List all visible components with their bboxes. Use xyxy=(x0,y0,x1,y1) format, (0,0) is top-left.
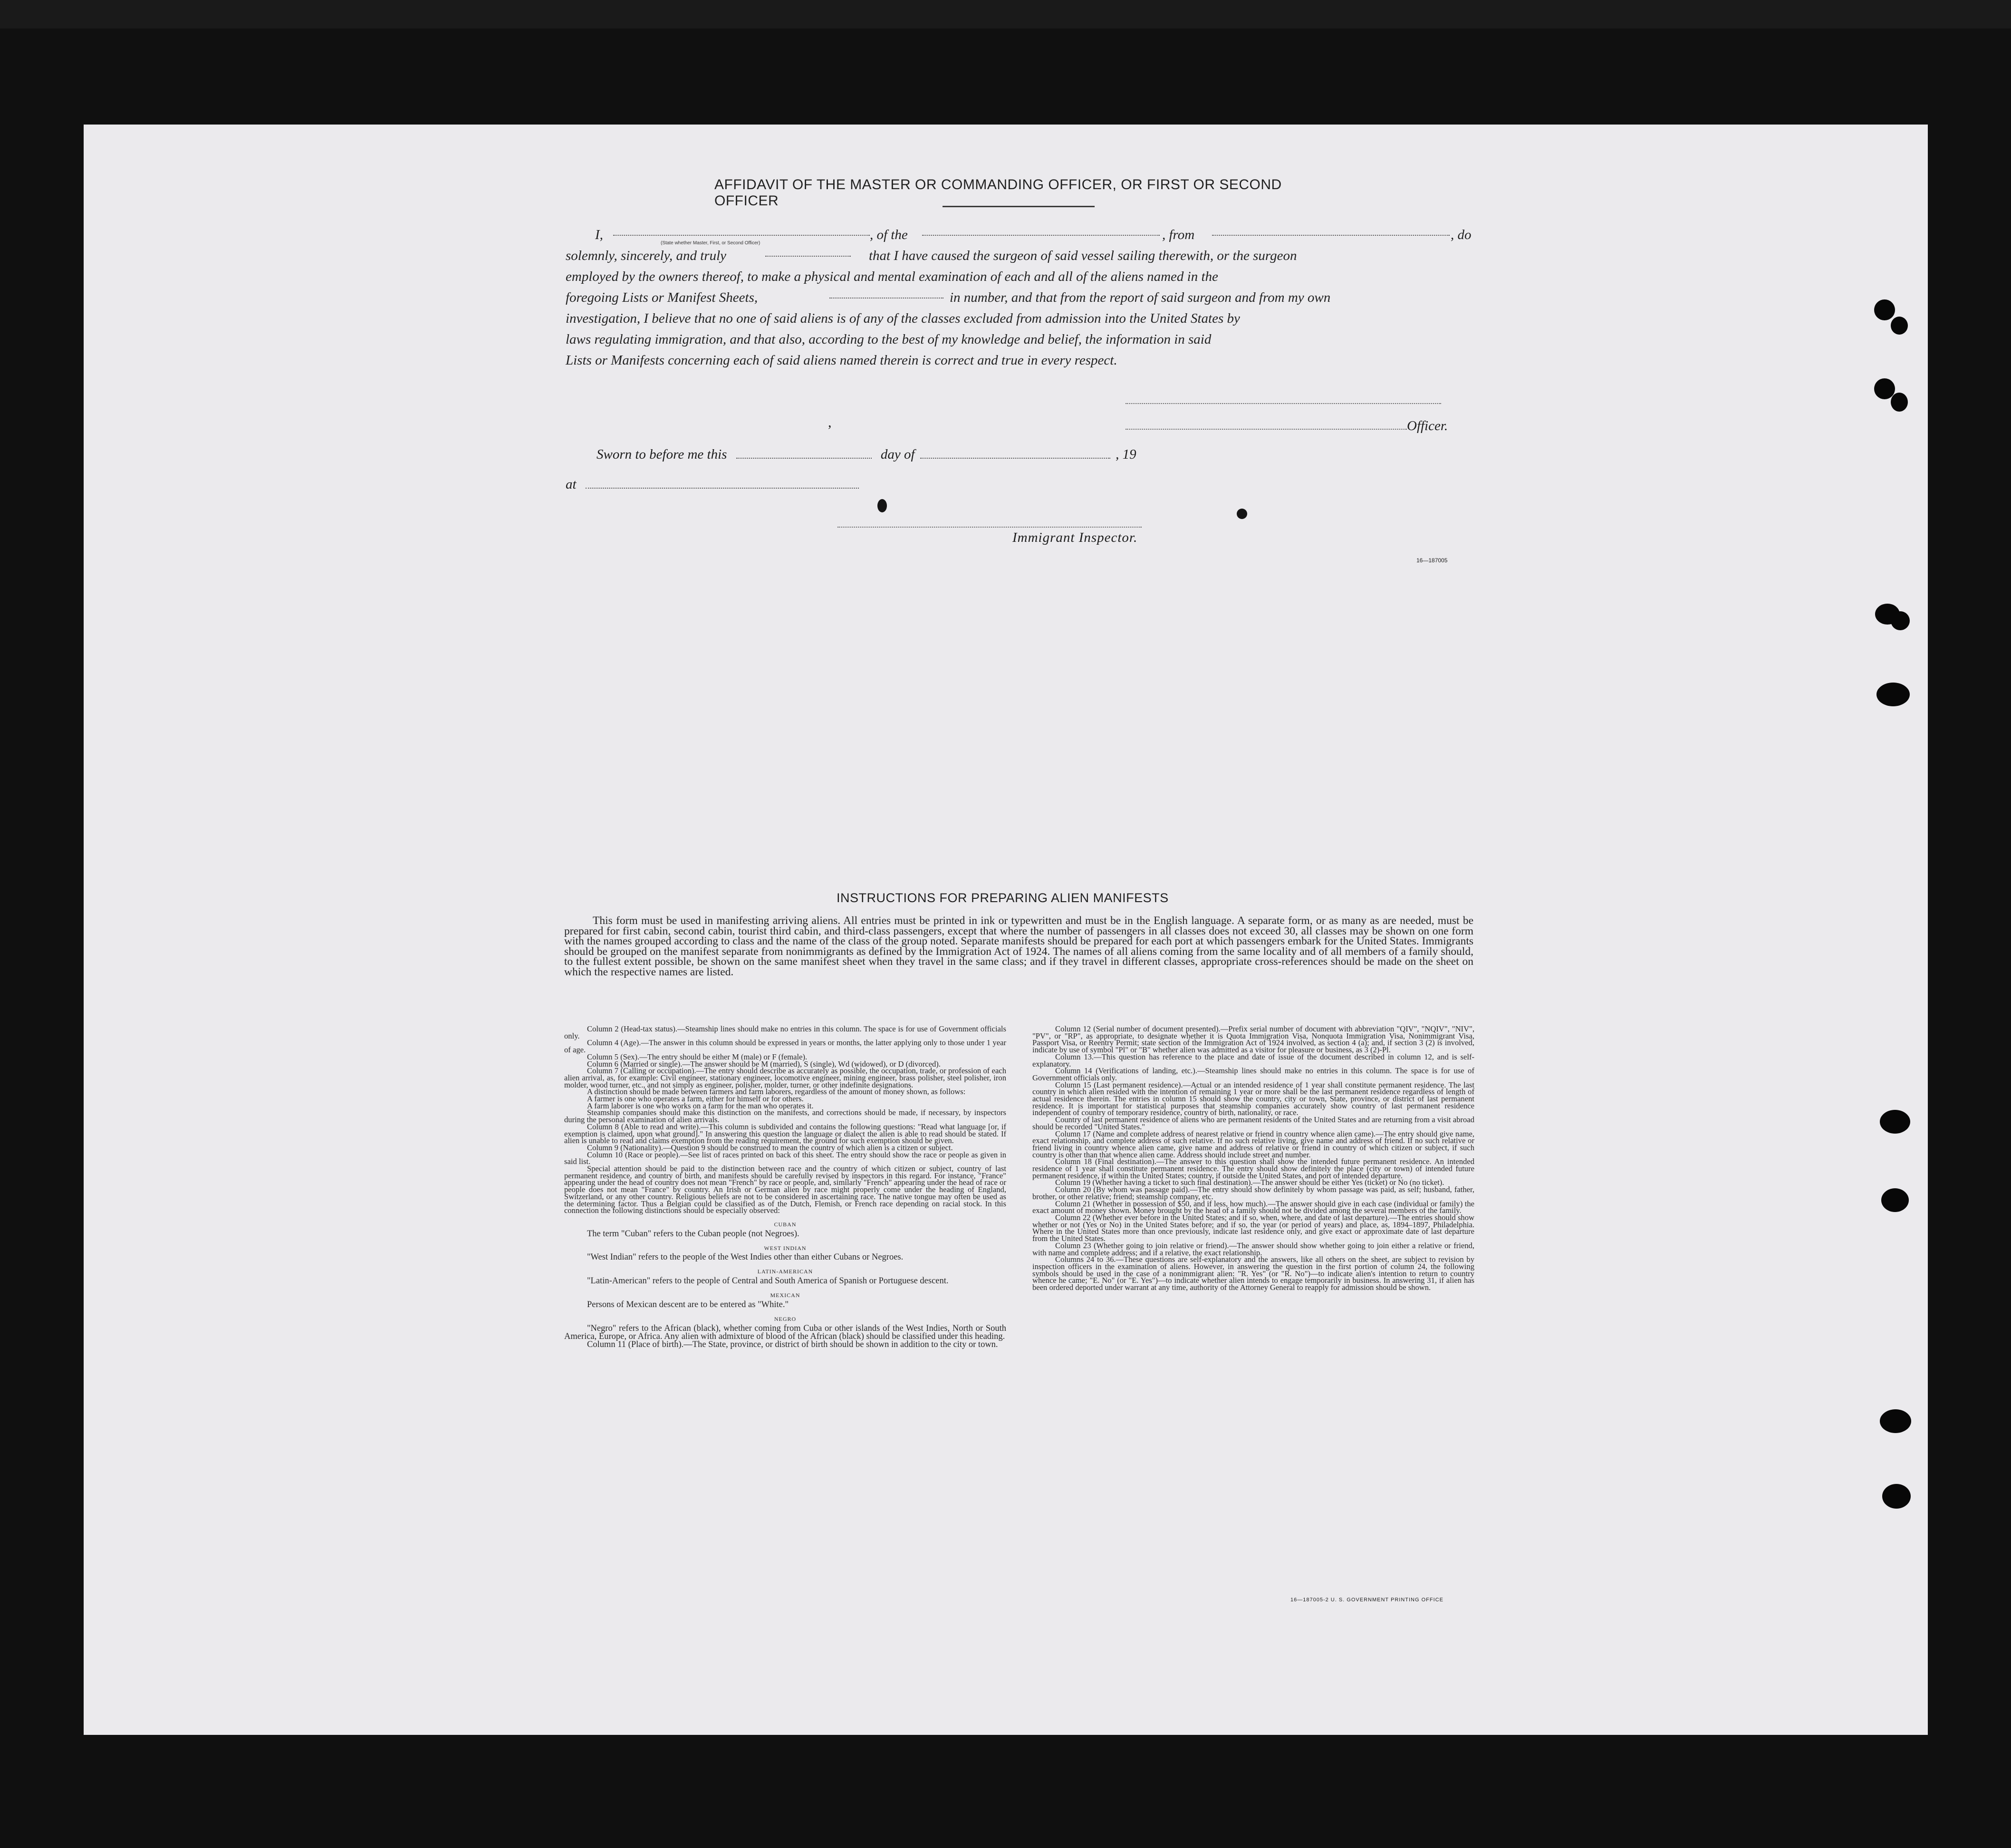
label-sworn: Sworn to before me this xyxy=(597,447,727,462)
officer-rank-field[interactable] xyxy=(613,225,870,236)
cuban-heading: CUBAN xyxy=(774,1221,797,1228)
binder-hole xyxy=(1882,1484,1911,1509)
instruction-paragraph: Column 10 (Race or people).—See list of races printed on back of this sheet. The entry should show the race or people as given in said list. xyxy=(564,1150,1006,1166)
vessel-name-field[interactable] xyxy=(922,225,1160,236)
instruction-paragraph: Country of last permanent residence of aliens who are permanent residents of the United States and are returning from a visit abroad should be recorded "United States." xyxy=(1032,1115,1474,1131)
instruction-paragraph: Column 19 (Whether having a ticket to such final destination).—The answer should be either Yes (ticket) or No (no ticket). xyxy=(1055,1178,1444,1187)
sworn-day-field[interactable] xyxy=(736,448,872,459)
inspector-label: Immigrant Inspector. xyxy=(1012,530,1138,545)
instructions-right-column xyxy=(1032,1026,1474,1291)
instruction-paragraph: Column 7 (Calling or occupation).—The entry should describe as accurately as possible, the occupation, trade, or profession of each alien arrival, as, for example: Civil engineer, stationary engineer, locomotive engineer, mining engineer, brass polisher, steel polisher, iron molder, wood turner, etc., and not simply as engineer, polisher, molder, turner, or other indefinite designations. xyxy=(564,1066,1006,1089)
rank-note: (State whether Master, First, or Second Officer) xyxy=(661,241,760,246)
footer-printing-code: 16—187005-2 U. S. GOVERNMENT PRINTING OFFICE xyxy=(1290,1597,1443,1603)
left-paragraphs xyxy=(564,1026,1006,1214)
affidavit-title: AFFIDAVIT OF THE MASTER OR COMMANDING OFFICER, OR FIRST OR SECOND OFFICER xyxy=(714,177,1282,209)
label-do: , do xyxy=(1451,227,1472,242)
instructions-title: INSTRUCTIONS FOR PREPARING ALIEN MANIFESTS xyxy=(837,891,1169,905)
at-label xyxy=(566,477,859,492)
ink-blot xyxy=(1237,509,1247,519)
instruction-paragraph: Column 12 (Serial number of document presented).—Prefix serial number of document with abbreviation "QIV", "NQIV", "NIV", "PV", or "RP", as appropriate, to designate whether it is Quota Immigration Visa, Nonquota Immigration Visa, Nonimmigrant Visa, Passport Visa, or Reentry Permit; state section of the Immigration Act of 1924 involved, as section 4 (a); and, if section 3 (2) is involved, indicate by use of symbol "Pl" or "B" whether alien was admitted as a visitor for pleasure or business, as 3 (2)-Pl. xyxy=(1032,1024,1474,1055)
label-surgeon: that I have caused the surgeon of said vessel sailing therewith, or the surgeon xyxy=(869,248,1297,263)
instruction-paragraph: Column 18 (Final destination).—The answer to this question shall show the intended future permanent residence. An intended residence of 1 year shall constitute permanent residence. The entry should show definitely the place (city or town) of intended future permanent residence, if within the United States; country, if outside the United States, and port of intended departure. xyxy=(1032,1157,1474,1180)
instruction-paragraph: Column 14 (Verifications of landing, etc.).—Steamship lines should make no entries in this column. The space is for use of Government officials only. xyxy=(1032,1066,1474,1082)
latin-american-heading: LATIN-AMERICAN xyxy=(757,1268,813,1275)
cuban-text: The term "Cuban" refers to the Cuban people (not Negroes). xyxy=(587,1229,799,1239)
affidavit-line-7: Lists or Manifests concerning each of said aliens named therein is correct and true in every respect. xyxy=(566,353,1117,368)
binder-hole xyxy=(1881,1188,1909,1212)
instruction-paragraph: Column 20 (By whom was passage paid).—The entry should show definitely by whom passage was paid, as self; husband, father, brother, or other relative; friend; steamship company, etc. xyxy=(1032,1185,1474,1201)
affidavit-line-2 xyxy=(566,245,1474,266)
instruction-paragraph: Column 13.—This question has reference to the place and date of issue of the document described in column 12, and is self-explanatory. xyxy=(1032,1052,1474,1068)
instruction-paragraph: Steamship companies should make this distinction on the manifests, and corrections should be made, if necessary, by inspectors during the personal examination of alien arrivals. xyxy=(564,1108,1006,1125)
binder-hole xyxy=(1874,299,1895,320)
instruction-paragraph: Column 21 (Whether in possession of $50, and if less, how much).—The answer should give in each case (individual or family) the exact amount of money shown. Money brought by the head of a family should not be divided among the several members of the family. xyxy=(1032,1199,1474,1215)
label-year: , 19 xyxy=(1116,447,1136,462)
binder-hole xyxy=(1880,1110,1910,1134)
officer-signature-line[interactable] xyxy=(1126,403,1441,404)
label-i: I, xyxy=(595,227,603,242)
scan-top-edge xyxy=(0,0,2011,29)
label-day-of: day of xyxy=(880,447,915,462)
negro-heading: NEGRO xyxy=(774,1315,797,1322)
label-at: at xyxy=(566,477,577,492)
right-paragraphs xyxy=(1032,1026,1474,1291)
west-indian-text: "West Indian" refers to the people of the West Indies other than either Cubans or Negroes. xyxy=(587,1252,904,1262)
instruction-paragraph: Special attention should be paid to the distinction between race and the country of which citizen or subject, country of last permanent residence, and country of birth, and manifests should be carefully revised by inspectors in this regard. For instance, "France" appearing under the head of country does not mean "French" by race or people, and, similarly "French" appearing under the head of race or people does not mean "France" by country. An Irish or German alien by race might properly come under the heading of England, Switzerland, or any other country. Religious beliefs are not to be considered in ascertaining race. The native tongue may often be used as the determining factor. Thus a Belgian could be classified as of the Dutch, Flemish, or French race depending on racial stock. In this connection the following distinctions should be especially observed: xyxy=(564,1164,1006,1215)
inspector-signature-line[interactable] xyxy=(837,527,1142,528)
instruction-paragraph: Columns 24 to 36.—These questions are self-explanatory and the answers, like all others on the sheet, are subject to revision by inspection officers in the examination of aliens. However, in answering the question in the first portion of column 24, the following symbols should be used in the case of a nonimmigrant alien: "R. Yes" (or "R. No")—to indicate alien's intention to return to country whence he came; "E. No" (or "E. Yes")—to indicate whether alien intends to engage temporarily in business. In answering 31, if alien has been ordered deported under warrant at any time, authority of the Attorney General to reapply for admission should be shown. xyxy=(1032,1255,1474,1292)
binder-hole xyxy=(1880,1409,1911,1433)
instruction-paragraph: Column 2 (Head-tax status).—Steamship lines should make no entries in this column. The space is for use of Government officials only. xyxy=(564,1024,1006,1040)
instruction-paragraph: Column 22 (Whether ever before in the United States; and if so, when, where, and date of last departure).—The entries should show whether or not (Yes or No) in the United States before; and if so, the year (or period of years) and place, as, 1894–1897, Philadelphia. Where in the United States more than once previously, indicate last residence only, and give exact or approximate date of last departure from the United States. xyxy=(1032,1213,1474,1243)
affidavit-line-5: investigation, I believe that no one of said aliens is of any of the classes excluded from admission into the United States by xyxy=(566,311,1240,326)
affidavit-line-3: employed by the owners thereof, to make a physical and mental examination of each and all of the aliens named in the xyxy=(566,269,1218,284)
comma-mark: , xyxy=(828,414,832,430)
latin-american-text: "Latin-American" refers to the people of Central and South America of Spanish or Portuguese descent. xyxy=(587,1276,949,1286)
instruction-paragraph: A farm laborer is one who works on a farm for the man who operates it. xyxy=(587,1101,814,1110)
instruction-paragraph: Column 15 (Last permanent residence).—Actual or an intended residence of 1 year shall constitute permanent residence. The last country in which alien resided with the intention of remaining 1 year or more shall be the last permanent residence regardless of length of actual residence therein. The entries in column 15 should show the country, city or town, State, province, or district of last permanent residence. It is important for statistical purposes that steamship companies accurately show country of last permanent residence independent of country of temporary residence, country of birth, nationality, or race. xyxy=(1032,1080,1474,1117)
label-foregoing: foregoing Lists or Manifest Sheets, xyxy=(566,290,758,305)
instruction-paragraph: Column 4 (Age).—The answer in this column should be expressed in years or months, the latter applying only to those under 1 year of age. xyxy=(564,1038,1006,1055)
port-from-field[interactable] xyxy=(1212,225,1450,236)
instruction-paragraph: Column 5 (Sex).—The entry should be either M (male) or F (female). xyxy=(587,1052,808,1061)
officer-label: Officer. xyxy=(1407,418,1448,433)
mexican-heading: MEXICAN xyxy=(770,1292,800,1299)
affidavit-line-6: laws regulating immigration, and that also, according to the best of my knowledge and belief, the information in said xyxy=(566,332,1212,347)
sworn-place-field[interactable] xyxy=(586,478,859,489)
label-of-the: , of the xyxy=(870,227,908,242)
west-indian-heading: WEST INDIAN xyxy=(764,1244,807,1251)
alien-count-field[interactable] xyxy=(829,288,943,298)
label-from: , from xyxy=(1162,227,1195,242)
mexican-text: Persons of Mexican descent are to be entered as "White." xyxy=(587,1299,789,1309)
ink-blot xyxy=(877,499,887,512)
negro-text: "Negro" refers to the African (black), whether coming from Cuba or other islands of the West Indies, North or South America, Europe, or Africa. Any alien with admixture of blood of the African (black) should be classified under this heading. xyxy=(564,1323,1006,1341)
binder-hole xyxy=(1891,393,1908,412)
instruction-paragraph: Column 8 (Able to read and write).—This column is subdivided and contains the following questions: "Read what language [or, if exemption is claimed, upon what ground]." In answering this question the language or dialect the alien is able to read should be stated. If alien is unable to read and claims exemption from the reading requirement, the ground for such exemption should be given. xyxy=(564,1122,1006,1145)
officer-name-line[interactable] xyxy=(1126,429,1407,430)
form-number: 16—187005 xyxy=(1416,557,1448,564)
label-solemnly: solemnly, sincerely, and truly xyxy=(566,248,727,263)
instruction-paragraph: Column 23 (Whether going to join relative or friend).—The answer should show whether going to join either a relative or friend, with name and complete address; and if a relative, the exact relationship. xyxy=(1032,1241,1474,1257)
truly-field[interactable] xyxy=(765,246,851,257)
instructions-intro: This form must be used in manifesting arriving aliens. All entries must be printed in ink or typewritten and must be in the English language. A separate form, or as many as are needed, must be prepared for first cabin, second cabin, tourist third cabin, and third-class passengers, except that where the number of passengers in all classes does not exceed 30, all classes may be shown on one form with the names grouped according to class and the name of the class of the group noted. Separate manifests should be prepared for each port at which passengers embark for the United States. Immigrants should be grouped on the manifest separate from nonimmigrants as defined by the Immigration Act of 1924. The names of all aliens coming from the same locality and of all members of a family should, to the fullest extent possible, be shown on the same manifest sheet when they travel in the same class; and if they travel in different classes, appropriate cross-references should be made on the sheet on which the respective names are listed. xyxy=(564,914,1473,978)
instruction-paragraph: A farmer is one who operates a farm, either for himself or for others. xyxy=(587,1094,804,1104)
binder-hole xyxy=(1876,683,1910,706)
binder-hole xyxy=(1891,611,1910,630)
instructions-left-column xyxy=(564,1026,1006,1349)
instruction-paragraph: Column 6 (Married or single).—The answer should be M (married), S (single), Wd (widowed), or D (divorced). xyxy=(587,1059,941,1068)
affidavit-body xyxy=(566,224,1474,371)
binder-hole xyxy=(1891,317,1908,335)
column-11-text: Column 11 (Place of birth).—The State, province, or district of birth should be shown in addition to the city or town. xyxy=(587,1339,998,1349)
label-in-number: in number, and that from the report of said surgeon and from my own xyxy=(950,290,1331,305)
sworn-statement xyxy=(597,447,1136,462)
instruction-paragraph: A distinction should be made between farmers and farm laborers, regardless of the amount of money shown, as follows: xyxy=(587,1087,966,1097)
instruction-paragraph: Column 9 (Nationality).—Question 9 should be construed to mean the country of which alien is a citizen or subject. xyxy=(587,1143,953,1152)
title-rule xyxy=(943,206,1095,207)
instruction-paragraph: Column 17 (Name and complete address of nearest relative or friend in country whence alien came).—The entry should give name, exact relationship, and complete address of such relative. If no such relative living, give name and address of friend. If no such relative or friend living in country whence alien came, give name and address of relative or friend in country of which citizen or subject, if such country is other than that whence alien came. Address should include street and number. xyxy=(1032,1129,1474,1159)
sworn-month-field[interactable] xyxy=(920,448,1110,459)
affidavit-line-4 xyxy=(566,287,1474,308)
